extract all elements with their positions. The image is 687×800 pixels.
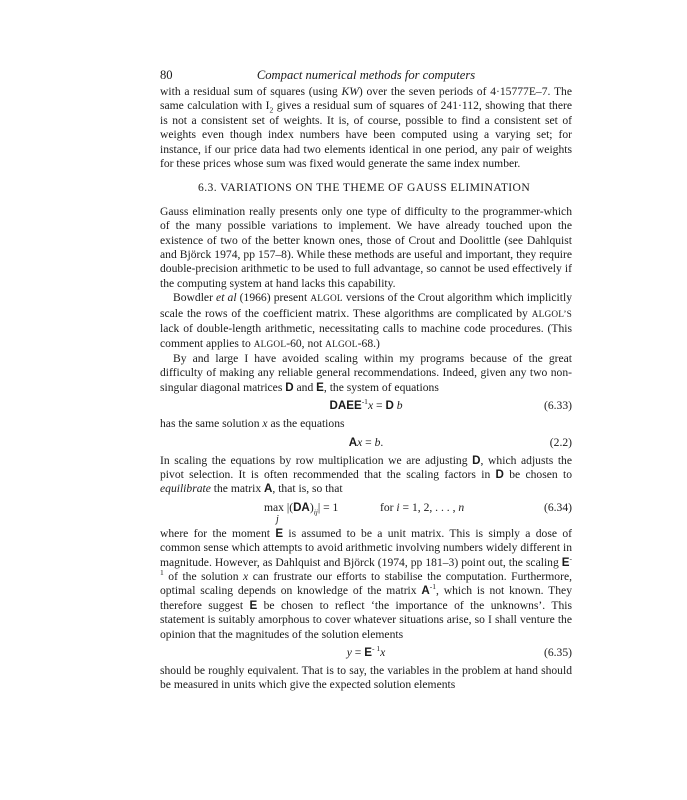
equation-2-2: Ax = b. (2.2) — [160, 432, 572, 454]
paragraph-row-multiplication: In scaling the equations by row multiplication we are adjusting D, which adjusts the pivot selection. It is often recommended that the scaling factors in D be chosen to equilibrate the matrix A, that is, so that — [160, 453, 572, 496]
equation-6-34: $\max |(DA)_{ij}| = 1$ j for i = 1, 2, . . . , n (6.34) — [264, 500, 572, 525]
running-title: Compact numerical methods for computers — [256, 68, 476, 82]
paragraph-roughly-equivalent: should be roughly equivalent. That is to say, the variables in the problem at hand should be measured in units which give the expected solution elements — [160, 664, 572, 692]
equation-label: (6.33) — [543, 399, 572, 413]
equation-label: (6.34) — [543, 500, 572, 514]
paragraph-unit-matrix: where for the moment E is assumed to be a unit matrix. This is simply a dose of common sense which attempts to avoid arithmetic involving numbers widely different in magnitude. However, as Dahlquist and Björck (1974, pp 181–3) point out, the scaling $E^{-1}$ of the solution x can frustrate our efforts to stabilise the computation. Furthermore, optimal scaling depends on knowledge of the matrix $A^{-1}$, which is not known. They therefore suggest E be chosen to reflect ‘the importance of the unknowns’. This statement is suitably amorphous to cover whatever situations arise, so I shall venture the opinion that the magnitudes of the solution elements — [160, 526, 573, 641]
section-heading: 6.3. VARIATIONS ON THE THEME OF GAUSS ELIMINATION — [198, 181, 531, 195]
equation-6-35: $y = E^{- 1}x$ (6.35) — [160, 642, 572, 664]
paragraph-gauss-variations: Gauss elimination really presents only one type of difficulty to the programmer-which of the many possible variations to implement. We have already touched upon the existence of two of the better known ones, those of Crout and Doolittle (see Dahlquist and Björck 1974, pp 157–8). While these methods are useful and important, they require double-precision arithmetic to be used to full advantage, so cannot be used effectively if the computing system at hand lacks this capability. — [160, 204, 572, 290]
page-content — [160, 66, 572, 693]
paragraph-scaling: By and large I have avoided scaling within my programs because of the great difficulty of making any reliable general recommendations. Indeed, given any two non-singular diagonal matrices D and E, the system of equations — [160, 351, 572, 394]
equation-label: (2.2) — [549, 435, 572, 449]
running-header — [160, 66, 572, 84]
paragraph-bowdler: Bowdler et al (1966) present ALGOL versions of the Crout algorithm which implicitly scale the rows of the coefficient matrix. These algorithms are complicated by ALGOL’S lack of double-length arithmetic, necessitating calls to machine code procedures. (This comment applies to ALGOL-60, not ALGOL-68.) — [160, 291, 572, 350]
equation-6-33: $DAEE^{-1}x = D$ b (6.33) — [160, 395, 572, 417]
equation-label: (6.35) — [543, 646, 572, 659]
page-number: 80 — [160, 68, 173, 82]
paragraph-residual-weights: with a residual sum of squares (using KW) over the seven periods of 4·15777E–7. The same calculation with $I_2$ gives a residual sum of squares of 241·112, showing that there is not a consistent set of weights. It is, of course, possible to find a consistent set of weights even though index numbers have been computed using a varying set; for instance, if our price data had two elements identical in one period, any pair of weights for these prices whose sum was fixed would generate the same index number. — [160, 85, 572, 171]
paragraph-same-solution: has the same solution x as the equations — [160, 417, 345, 431]
